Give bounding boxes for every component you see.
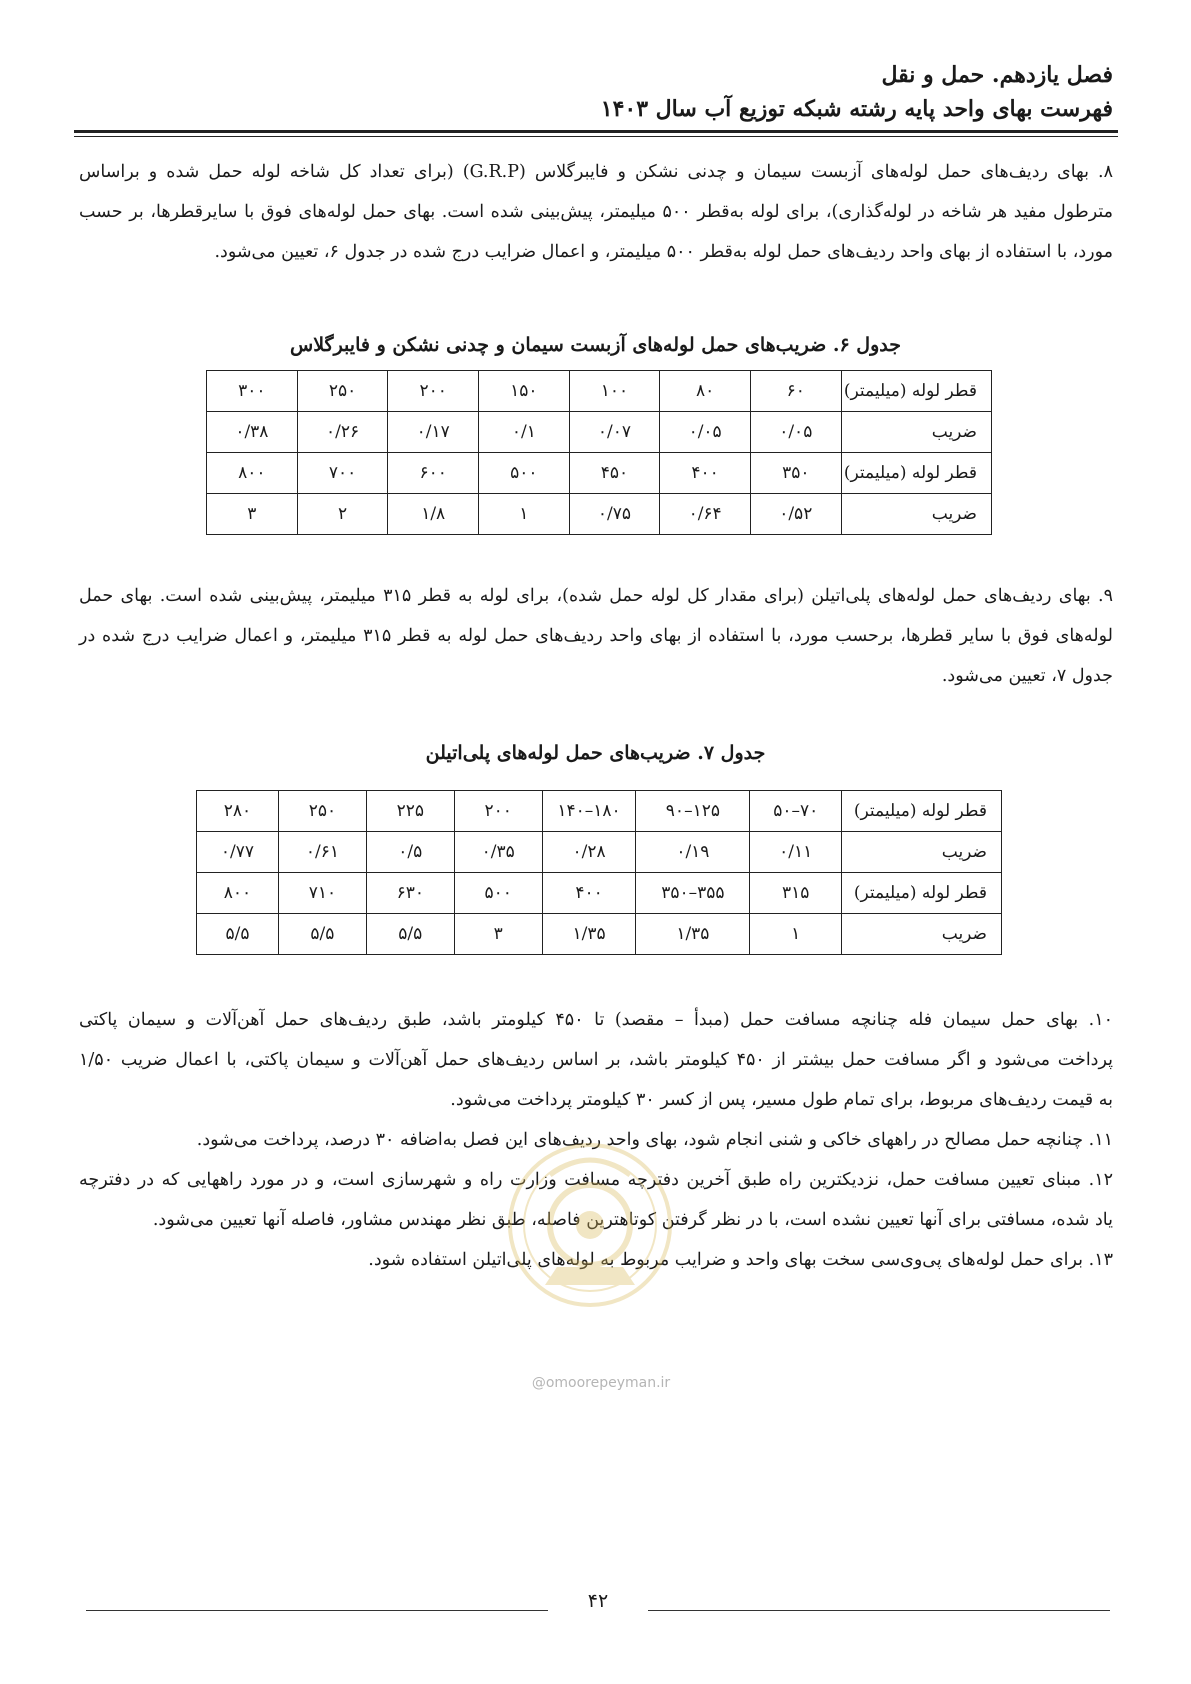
table-row (207, 412, 992, 453)
table-cell: ۰/۰۵ (660, 412, 751, 453)
table-cell: ۵/۵ (366, 914, 454, 955)
book-title: فهرست بهای واحد پایه رشته شبکه توزیع آب سال ۱۴۰۳ (600, 96, 1113, 122)
paragraph-line: مترطول مفید هر شاخه در لوله‌گذاری)، برای لوله به‌قطر ۵۰۰ میلیمتر، پیش‌بینی شده است. بهای حمل لوله‌های فوق با سایرقطرها، بر حسب (79, 202, 1114, 222)
paragraph-line: پرداخت می‌شود و اگر مسافت حمل بیشتر از ۴۵۰ کیلومتر باشد، بر اساس ردیف‌های حمل آهن‌آلات و سیمان پاکتی، با اعمال ضریب ۱/۵۰ (79, 1050, 1113, 1070)
table-cell: ۰/۳۸ (207, 412, 298, 453)
table-cell: ۲۰۰ (388, 371, 479, 412)
table-cell: ۲۵۰ (297, 371, 388, 412)
table-row (197, 832, 1002, 873)
table-cell: ۵/۵ (278, 914, 366, 955)
table-cell: ۲۸۰ (197, 791, 279, 832)
watermark-seal-icon (505, 1135, 675, 1315)
table-cell: ۴۵۰ (569, 453, 660, 494)
paragraph-line: ۸. بهای ردیف‌های حمل لوله‌های آزبست سیمان و چدنی نشکن و فایبرگلاس (G.R.P) (برای تعداد کل شاخه لوله حمل شده و براساس (79, 162, 1113, 182)
table-cell: ۷۰۰ (297, 453, 388, 494)
paragraph-line: مورد، با استفاده از بهای واحد ردیف‌های حمل لوله به‌قطر ۵۰۰ میلیمتر، و اعمال ضرایب درج شده در جدول ۶، تعیین می‌شود. (214, 242, 1113, 262)
row-label-cell: ضریب (842, 914, 1002, 955)
table-cell: ۰/۵ (366, 832, 454, 873)
table-cell: ۱۰۰ (569, 371, 660, 412)
header-rule-thin (74, 136, 1118, 137)
table-cell: ۳۵۵–۳۵۰ (636, 873, 750, 914)
table-cell: ۳۵۰ (750, 453, 841, 494)
table-cell: ۵۰۰ (454, 873, 542, 914)
paragraph-line: لوله‌های فوق با سایر قطرها، برحسب مورد، با استفاده از بهای واحد ردیف‌های حمل لوله به قطر ۳۱۵ میلیمتر، و اعمال ضرایب درج شده در (79, 626, 1113, 646)
table-cell: ۳۱۵ (750, 873, 842, 914)
table-cell: ۶۳۰ (366, 873, 454, 914)
table-cell: ۰/۳۵ (454, 832, 542, 873)
row-label-cell: قطر لوله (میلیمتر) (841, 371, 991, 412)
paragraph-line: جدول ۷، تعیین می‌شود. (941, 666, 1113, 686)
table-cell: ۸۰ (660, 371, 751, 412)
table-cell: ۰/۰۵ (750, 412, 841, 453)
table-cell: ۴۰۰ (542, 873, 636, 914)
row-label-cell: ضریب (841, 412, 991, 453)
table-cell: ۱۲۵–۹۰ (636, 791, 750, 832)
table-row (197, 791, 1002, 832)
row-label-cell: ضریب (841, 494, 991, 535)
table-cell: ۰/۷۷ (197, 832, 279, 873)
paragraph-line: ۱۰. بهای حمل سیمان فله چنانچه مسافت حمل (مبدأ – مقصد) تا ۴۵۰ کیلومتر باشد، طبق ردیف‌های حمل آهن‌آلات و سیمان پاکتی (79, 1010, 1113, 1030)
table-cell: ۸۰۰ (197, 873, 279, 914)
paragraph-8 (79, 152, 1113, 272)
table-row (197, 914, 1002, 955)
table-cell: ۰/۰۷ (569, 412, 660, 453)
table-cell: ۳ (207, 494, 298, 535)
table-cell: ۱/۳۵ (636, 914, 750, 955)
row-label-cell: قطر لوله (میلیمتر) (842, 791, 1002, 832)
table-row (197, 873, 1002, 914)
table-row (207, 371, 992, 412)
table-cell: ۲۵۰ (278, 791, 366, 832)
footer-rule (648, 1610, 1110, 1611)
table-cell: ۰/۶۴ (660, 494, 751, 535)
table-cell: ۰/۱ (479, 412, 570, 453)
table-cell: ۳ (454, 914, 542, 955)
watermark-text: @omoorepeyman.ir (531, 1375, 671, 1391)
paragraph-line: به قیمت ردیف‌های مربوط، برای تمام طول مسیر، پس از کسر ۳۰ کیلومتر پرداخت می‌شود. (450, 1090, 1113, 1110)
table-cell: ۶۰۰ (388, 453, 479, 494)
paragraph-9 (79, 576, 1113, 696)
page-number: ۴۲ (587, 1590, 609, 1612)
table-cell: ۰/۵۲ (750, 494, 841, 535)
page-header (73, 58, 1113, 126)
table-cell: ۰/۱۹ (636, 832, 750, 873)
table-cell: ۰/۷۵ (569, 494, 660, 535)
table-row (207, 494, 992, 535)
paragraph-line: یاد شده، مسافتی برای آنها تعیین نشده است، با در نظر گرفتن کوتاهترین فاصله، طبق نظر مهندس مشاور، فاصله آنها تعیین می‌شود. (152, 1210, 1113, 1230)
paragraph-line: ۱۲. مبنای تعیین مسافت حمل، نزدیکترین راه طبق آخرین دفترچه مسافت وزارت راه و شهرسازی است، و در مورد راههایی که در دفترچه (79, 1170, 1113, 1190)
table-cell: ۴۰۰ (660, 453, 751, 494)
table-cell: ۰/۱۷ (388, 412, 479, 453)
table-cell: ۲ (297, 494, 388, 535)
table-cell: ۱ (479, 494, 570, 535)
table-cell: ۰/۶۱ (278, 832, 366, 873)
table-cell: ۵۰۰ (479, 453, 570, 494)
row-label-cell: قطر لوله (میلیمتر) (841, 453, 991, 494)
chapter-title: فصل یازدهم. حمل و نقل (881, 62, 1113, 88)
table-cell: ۱۵۰ (479, 371, 570, 412)
paragraph-10 (79, 1000, 1113, 1120)
header-rule-thick (74, 130, 1118, 133)
row-label-cell: قطر لوله (میلیمتر) (842, 873, 1002, 914)
table-cell: ۱/۳۵ (542, 914, 636, 955)
table-cell: ۸۰۰ (207, 453, 298, 494)
table-cell: ۷۰–۵۰ (750, 791, 842, 832)
paragraph-line: ۹. بهای ردیف‌های حمل لوله‌های پلی‌اتیلن (برای مقدار کل لوله حمل شده)، برای لوله به قطر ۳۱۵ میلیمتر، پیش‌بینی شده است. بهای حمل (79, 586, 1113, 606)
table-cell: ۷۱۰ (278, 873, 366, 914)
table-cell: ۰/۲۸ (542, 832, 636, 873)
table-cell: ۱۸۰–۱۴۰ (542, 791, 636, 832)
table-6-caption: جدول ۶. ضریب‌های حمل لوله‌های آزبست سیمان و چدنی نشکن و فایبرگلاس (290, 334, 901, 356)
footer-rule (86, 1610, 548, 1611)
table-cell: ۱/۸ (388, 494, 479, 535)
paragraph-line: ۱۱. چنانچه حمل مصالح در راههای خاکی و شنی انجام شود، بهای واحد ردیف‌های این فصل به‌اضافه ۳۰ درصد، پرداخت می‌شود. (196, 1130, 1113, 1150)
table-cell: ۰/۲۶ (297, 412, 388, 453)
paragraph-line: ۱۳. برای حمل لوله‌های پی‌وی‌سی سخت بهای واحد و ضرایب مربوط به لوله‌های پلی‌اتیلن استفاده شود. (368, 1250, 1113, 1270)
table-cell: ۰/۱۱ (750, 832, 842, 873)
table-cell: ۲۲۵ (366, 791, 454, 832)
table-7 (196, 790, 1002, 955)
table-7-caption: جدول ۷. ضریب‌های حمل لوله‌های پلی‌اتیلن (425, 742, 766, 764)
table-cell: ۳۰۰ (207, 371, 298, 412)
table-cell: ۵/۵ (197, 914, 279, 955)
table-cell: ۱ (750, 914, 842, 955)
table-cell: ۶۰ (750, 371, 841, 412)
table-6 (206, 370, 992, 535)
table-row (207, 453, 992, 494)
row-label-cell: ضریب (842, 832, 1002, 873)
table-cell: ۲۰۰ (454, 791, 542, 832)
